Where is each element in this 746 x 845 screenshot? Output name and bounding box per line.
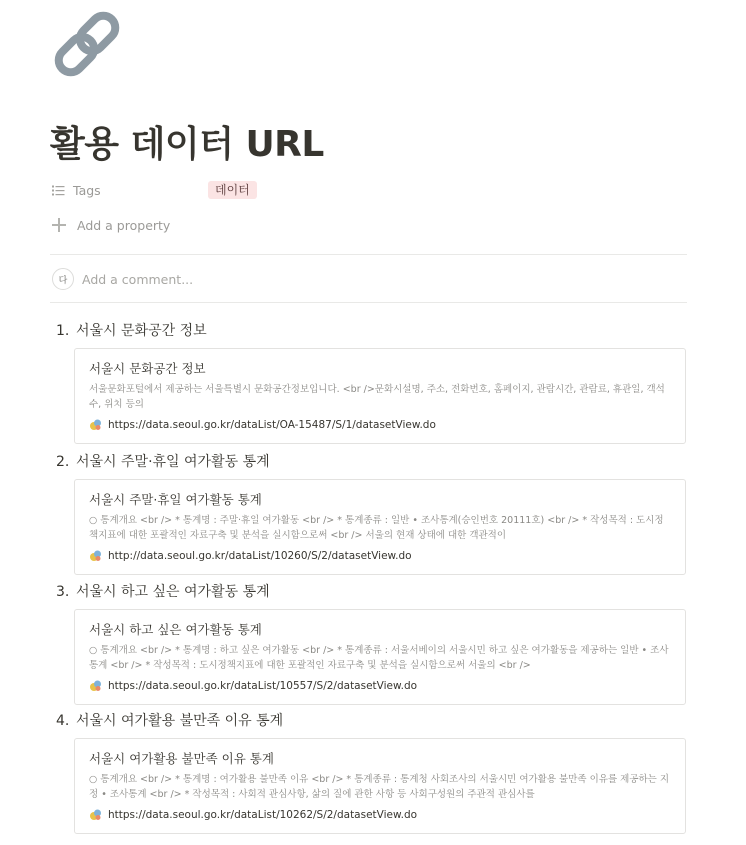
property-name-tags[interactable] bbox=[52, 183, 208, 198]
bookmark-card[interactable] bbox=[74, 609, 686, 705]
list-item bbox=[56, 320, 696, 444]
site-favicon-icon bbox=[89, 679, 102, 692]
site-favicon-icon bbox=[89, 808, 102, 821]
bookmark-title: 서울시 하고 싶은 여가활동 통계 bbox=[89, 622, 262, 637]
bookmark-url[interactable]: https://data.seoul.go.kr/dataList/10262/S/2/datasetView.do bbox=[108, 808, 418, 821]
list-heading[interactable]: 서울시 문화공간 정보 bbox=[76, 323, 207, 339]
comment-row[interactable] bbox=[52, 268, 193, 290]
bookmark-url[interactable]: http://data.seoul.go.kr/dataList/10260/S/2/datasetView.do bbox=[108, 549, 412, 562]
add-property-label: Add a property bbox=[77, 217, 171, 233]
add-property-button[interactable] bbox=[52, 214, 170, 236]
bookmark-card[interactable] bbox=[74, 738, 686, 834]
site-favicon-icon bbox=[89, 549, 102, 562]
bookmark-title: 서울시 문화공간 정보 bbox=[89, 361, 206, 376]
list-heading[interactable]: 서울시 주말·휴일 여가활동 통계 bbox=[76, 454, 270, 470]
tag-badge[interactable]: 데이터 bbox=[208, 181, 257, 199]
list-number: 1. bbox=[56, 323, 70, 339]
site-favicon-icon bbox=[89, 418, 102, 431]
plus-icon bbox=[52, 218, 66, 232]
bookmark-card[interactable] bbox=[74, 479, 686, 575]
bookmark-description: ○ 통계개요 <br /> * 통계명 : 주말·휴일 여가활동 <br /> * 통계종류 : 일반 • 조사통계(승인번호 20111호) <br /> * 작성목적 : 도시정책지표에 대한 포괄적인 자료구축 및 분석을 실시함으로써 <br /> 서울의 현재 상태에 대한 객관적이 bbox=[89, 515, 664, 541]
comment-input[interactable]: Add a comment... bbox=[82, 271, 194, 287]
property-row-tags bbox=[52, 178, 688, 202]
property-label: Tags bbox=[73, 182, 101, 198]
bookmark-url[interactable]: https://data.seoul.go.kr/dataList/10557/S/2/datasetView.do bbox=[108, 679, 418, 692]
list-item bbox=[56, 581, 696, 705]
list-heading[interactable]: 서울시 여가활용 불만족 이유 통계 bbox=[76, 713, 284, 729]
list-number: 4. bbox=[56, 713, 70, 729]
page-title[interactable]: 활용 데이터 URL bbox=[50, 124, 324, 165]
list-icon bbox=[52, 185, 65, 196]
bookmark-description: 서울문화포털에서 제공하는 서울특별시 문화공간정보입니다. <br />문화시설명, 주소, 전화번호, 홈페이지, 관람시간, 관람료, 휴관일, 객석수, 위치 등의 bbox=[89, 384, 665, 410]
bookmark-card[interactable] bbox=[74, 348, 686, 444]
divider bbox=[50, 254, 687, 255]
list-number: 3. bbox=[56, 584, 70, 600]
list-item bbox=[56, 710, 696, 834]
avatar: 다 bbox=[52, 268, 74, 290]
bookmark-url[interactable]: https://data.seoul.go.kr/dataList/OA-15487/S/1/datasetView.do bbox=[108, 418, 436, 431]
divider bbox=[50, 302, 687, 303]
list-item bbox=[56, 451, 696, 575]
bookmark-title: 서울시 여가활용 불만족 이유 통계 bbox=[89, 751, 274, 766]
bookmark-description: ○ 통계개요 <br /> * 통계명 : 하고 싶은 여가활동 <br /> * 통계종류 : 서울서베이의 서울시민 하고 싶은 여가활동을 제공하는 일반 • 조사통계 <br /> * 작성목적 : 도시정책지표에 대한 포괄적인 자료구축 및 분석을 실시함으로써 서울의 <br /> bbox=[89, 645, 669, 671]
bookmark-title: 서울시 주말·휴일 여가활동 통계 bbox=[89, 492, 262, 507]
list-heading[interactable]: 서울시 하고 싶은 여가활동 통계 bbox=[76, 584, 270, 600]
link-chain-icon[interactable] bbox=[48, 8, 126, 80]
list-number: 2. bbox=[56, 454, 70, 470]
bookmark-description: ○ 통계개요 <br /> * 통계명 : 여가활용 불만족 이유 <br /> * 통계종류 : 통계청 사회조사의 서울시민 여가활용 불만족 이유를 제공하는 지정 • 조사통계 <br /> * 작성목적 : 사회적 관심사항, 삶의 질에 관한 사항 등 사회구성원의 주관적 관심사를 bbox=[89, 774, 670, 800]
